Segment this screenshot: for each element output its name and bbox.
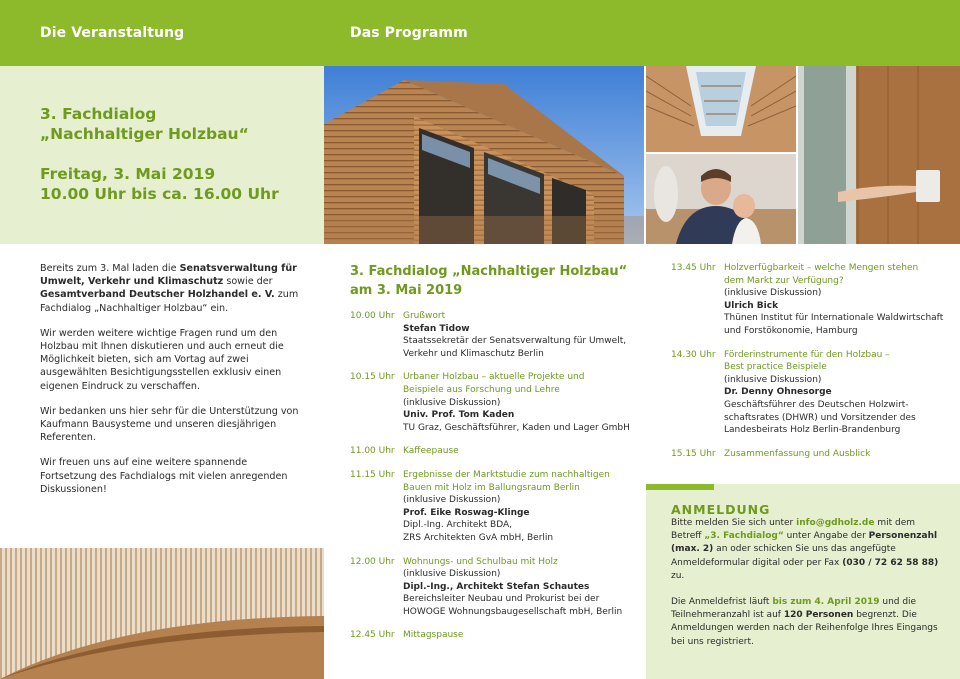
programme-topic: Urbaner Holzbau – aktuelle Projekte und [403,372,585,383]
programme-title: 3. Fachdialog „Nachhaltiger Holzbau“ am 3. Mai 2019 [350,264,628,298]
programme-topic: Mittagspause [403,630,464,641]
intro-paragraph: Bereits zum 3. Mal laden die Senatsverwaltung für Umwelt, Verkehr und Klimaschutz sowie der Gesamtverband Deutscher Holzhandel e. V. zum Fachdialog „Nachhaltiger Holzbau“ ein. [40,263,299,314]
programme-topic: Grußwort [403,311,446,321]
programme-topic: Wohnungs- und Schulbau mit Holz [403,556,558,567]
programme-time: 13.45 Uhr [671,263,716,273]
programme-detail: Bereichsleiter Neubau und Prokurist bei der [403,594,600,605]
programme-detail: schaftsrates (DHWR) und Vorsitzender des [724,412,916,423]
programme-time: 11.00 Uhr [350,446,395,457]
programme-topic: Ergebnisse der Marktstudie zum nachhaltigen [403,469,610,480]
programme-time: 12.45 Uhr [350,630,395,641]
programme-item [350,629,640,642]
programme-time: 11.15 Uhr [350,469,395,480]
programme-item [671,448,951,461]
registration-box [646,484,960,679]
fax-number: (030 / 72 62 58 88) [842,557,939,568]
programme-detail: Dipl.-Ing. Architekt BDA, [403,520,512,531]
programme-item [350,371,640,434]
programme-note: (inklusive Diskussion) [403,495,501,506]
programme-topic: Bauen mit Holz im Ballungsraum Berlin [403,482,580,493]
skylight-photo [646,66,796,152]
wood-ceiling-photo [0,548,324,679]
intro-paragraph: Wir freuen uns auf eine weitere spannende Fortsetzung des Fachdialogs mit vielen anregenden Diskussionen! [40,457,288,495]
programme-detail: Thünen Institut für Internationale Waldwirtschaft [724,313,944,324]
programme-item [671,262,951,338]
programme-topic: Zusammenfassung und Ausblick [724,448,871,459]
programme-detail: ZRS Architekten GvA mbH, Berlin [403,532,554,543]
programme-note: (inklusive Diskussion) [403,397,501,408]
programme-detail: HOWOGE Wohnungsbaugesellschaft mbH, Berlin [403,606,623,617]
programme-topic: Best practice Beispiele [724,362,827,373]
programme-note: (inklusive Diskussion) [724,288,822,299]
programme-topic: Kaffeepause [403,446,459,457]
event-title: 3. Fachdialog „Nachhaltiger Holzbau“ [40,105,249,143]
programme-speaker: Dr. Denny Ohnesorge [724,387,832,398]
programme-time: 14.30 Uhr [671,349,716,360]
programme-time: 10.00 Uhr [350,311,395,321]
family-photo [646,154,796,244]
programme-topic: Förderinstrumente für den Holzbau – [724,349,890,360]
programme-item [350,556,640,619]
header-bar [0,0,960,66]
programme-note: (inklusive Diskussion) [403,569,501,580]
programme-topic: Beispiele aus Forschung und Lehre [403,384,560,395]
programme-note: (inklusive Diskussion) [724,374,822,385]
programme-time: 15.15 Uhr [671,448,716,459]
programme-detail: und Forstökonomie, Hamburg [724,325,858,336]
programme-detail: Landesbeirats Holz Berlin-Brandenburg [724,425,901,436]
registration-text: Bitte melden Sie sich unter info@gdholz.de mit dem Betreff „3. Fachdialog“ unter Angabe der Personenzahl (max. 2) an oder schicken Sie uns das angefügte Anmeldeformular digital oder per Fax (030 / 72 62 58 88) zu. Die Anmeldefrist läuft bis zum 4. April 2019 und die Teilnehmeranzahl ist auf 120 Personen begrenzt. Die Anmeldungen werden nach der Reihenfolge Ihres Eingangs bei uns registriert. [671,518,939,647]
registration-heading: ANMELDUNG [671,502,771,517]
event-title-box [0,66,324,244]
programme-topic: dem Markt zur Verfügung? [724,275,844,286]
programme-speaker: Dipl.-Ing., Architekt Stefan Schautes [403,581,590,592]
programme-item [350,310,640,360]
programme-speaker: Stefan Tidow [403,323,470,334]
programme-speaker: Prof. Eike Roswag-Klinge [403,507,530,518]
programme-time: 12.00 Uhr [350,556,395,567]
programme-detail: TU Graz, Geschäftsführer, Kaden und Lager GmbH [403,422,630,433]
wooden-building-photo [324,66,644,244]
section-heading-programme: Das Programm [350,25,468,41]
intro-paragraph: Wir werden weitere wichtige Fragen rund um den Holzbau mit Ihnen diskutieren und auch erneut die Möglichkeit bieten, sich am Vortag auf zwei ausgewählten Besichtigungsstellen exklusiv einen eigenen Eindruck zu verschaffen. [40,327,284,392]
event-date: Freitag, 3. Mai 2019 10.00 Uhr bis ca. 16.00 Uhr [40,165,279,203]
deadline: bis zum 4. April 2019 [772,597,880,608]
programme-item [350,445,640,458]
programme-speaker: Univ. Prof. Tom Kaden [403,410,515,421]
programme-column-2 [671,262,951,471]
programme-item [671,349,951,437]
accent-line [646,484,714,490]
programme-item [350,469,640,545]
intro-paragraph: Wir bedanken uns hier sehr für die Unterstützung von Kaufmann Bausysteme und unseren diesjährigen Referenten. [40,405,299,444]
programme-column-1 [350,310,640,653]
hand-wall-switch-photo [798,66,960,244]
programme-detail: Geschäftsführer des Deutschen Holzwirt- [724,399,909,410]
programme-time: 10.15 Uhr [350,372,395,383]
email-link[interactable]: info@gdholz.de [796,518,875,528]
intro-text [40,262,302,508]
programme-topic: Holzverfügbarkeit – welche Mengen stehen [724,263,919,273]
section-heading-event: Die Veranstaltung [40,25,185,41]
programme-detail: Verkehr und Klimaschutz Berlin [403,348,544,359]
programme-detail: Staatssekretär der Senatsverwaltung für Umwelt, [403,336,627,347]
programme-speaker: Ulrich Bick [724,300,779,311]
